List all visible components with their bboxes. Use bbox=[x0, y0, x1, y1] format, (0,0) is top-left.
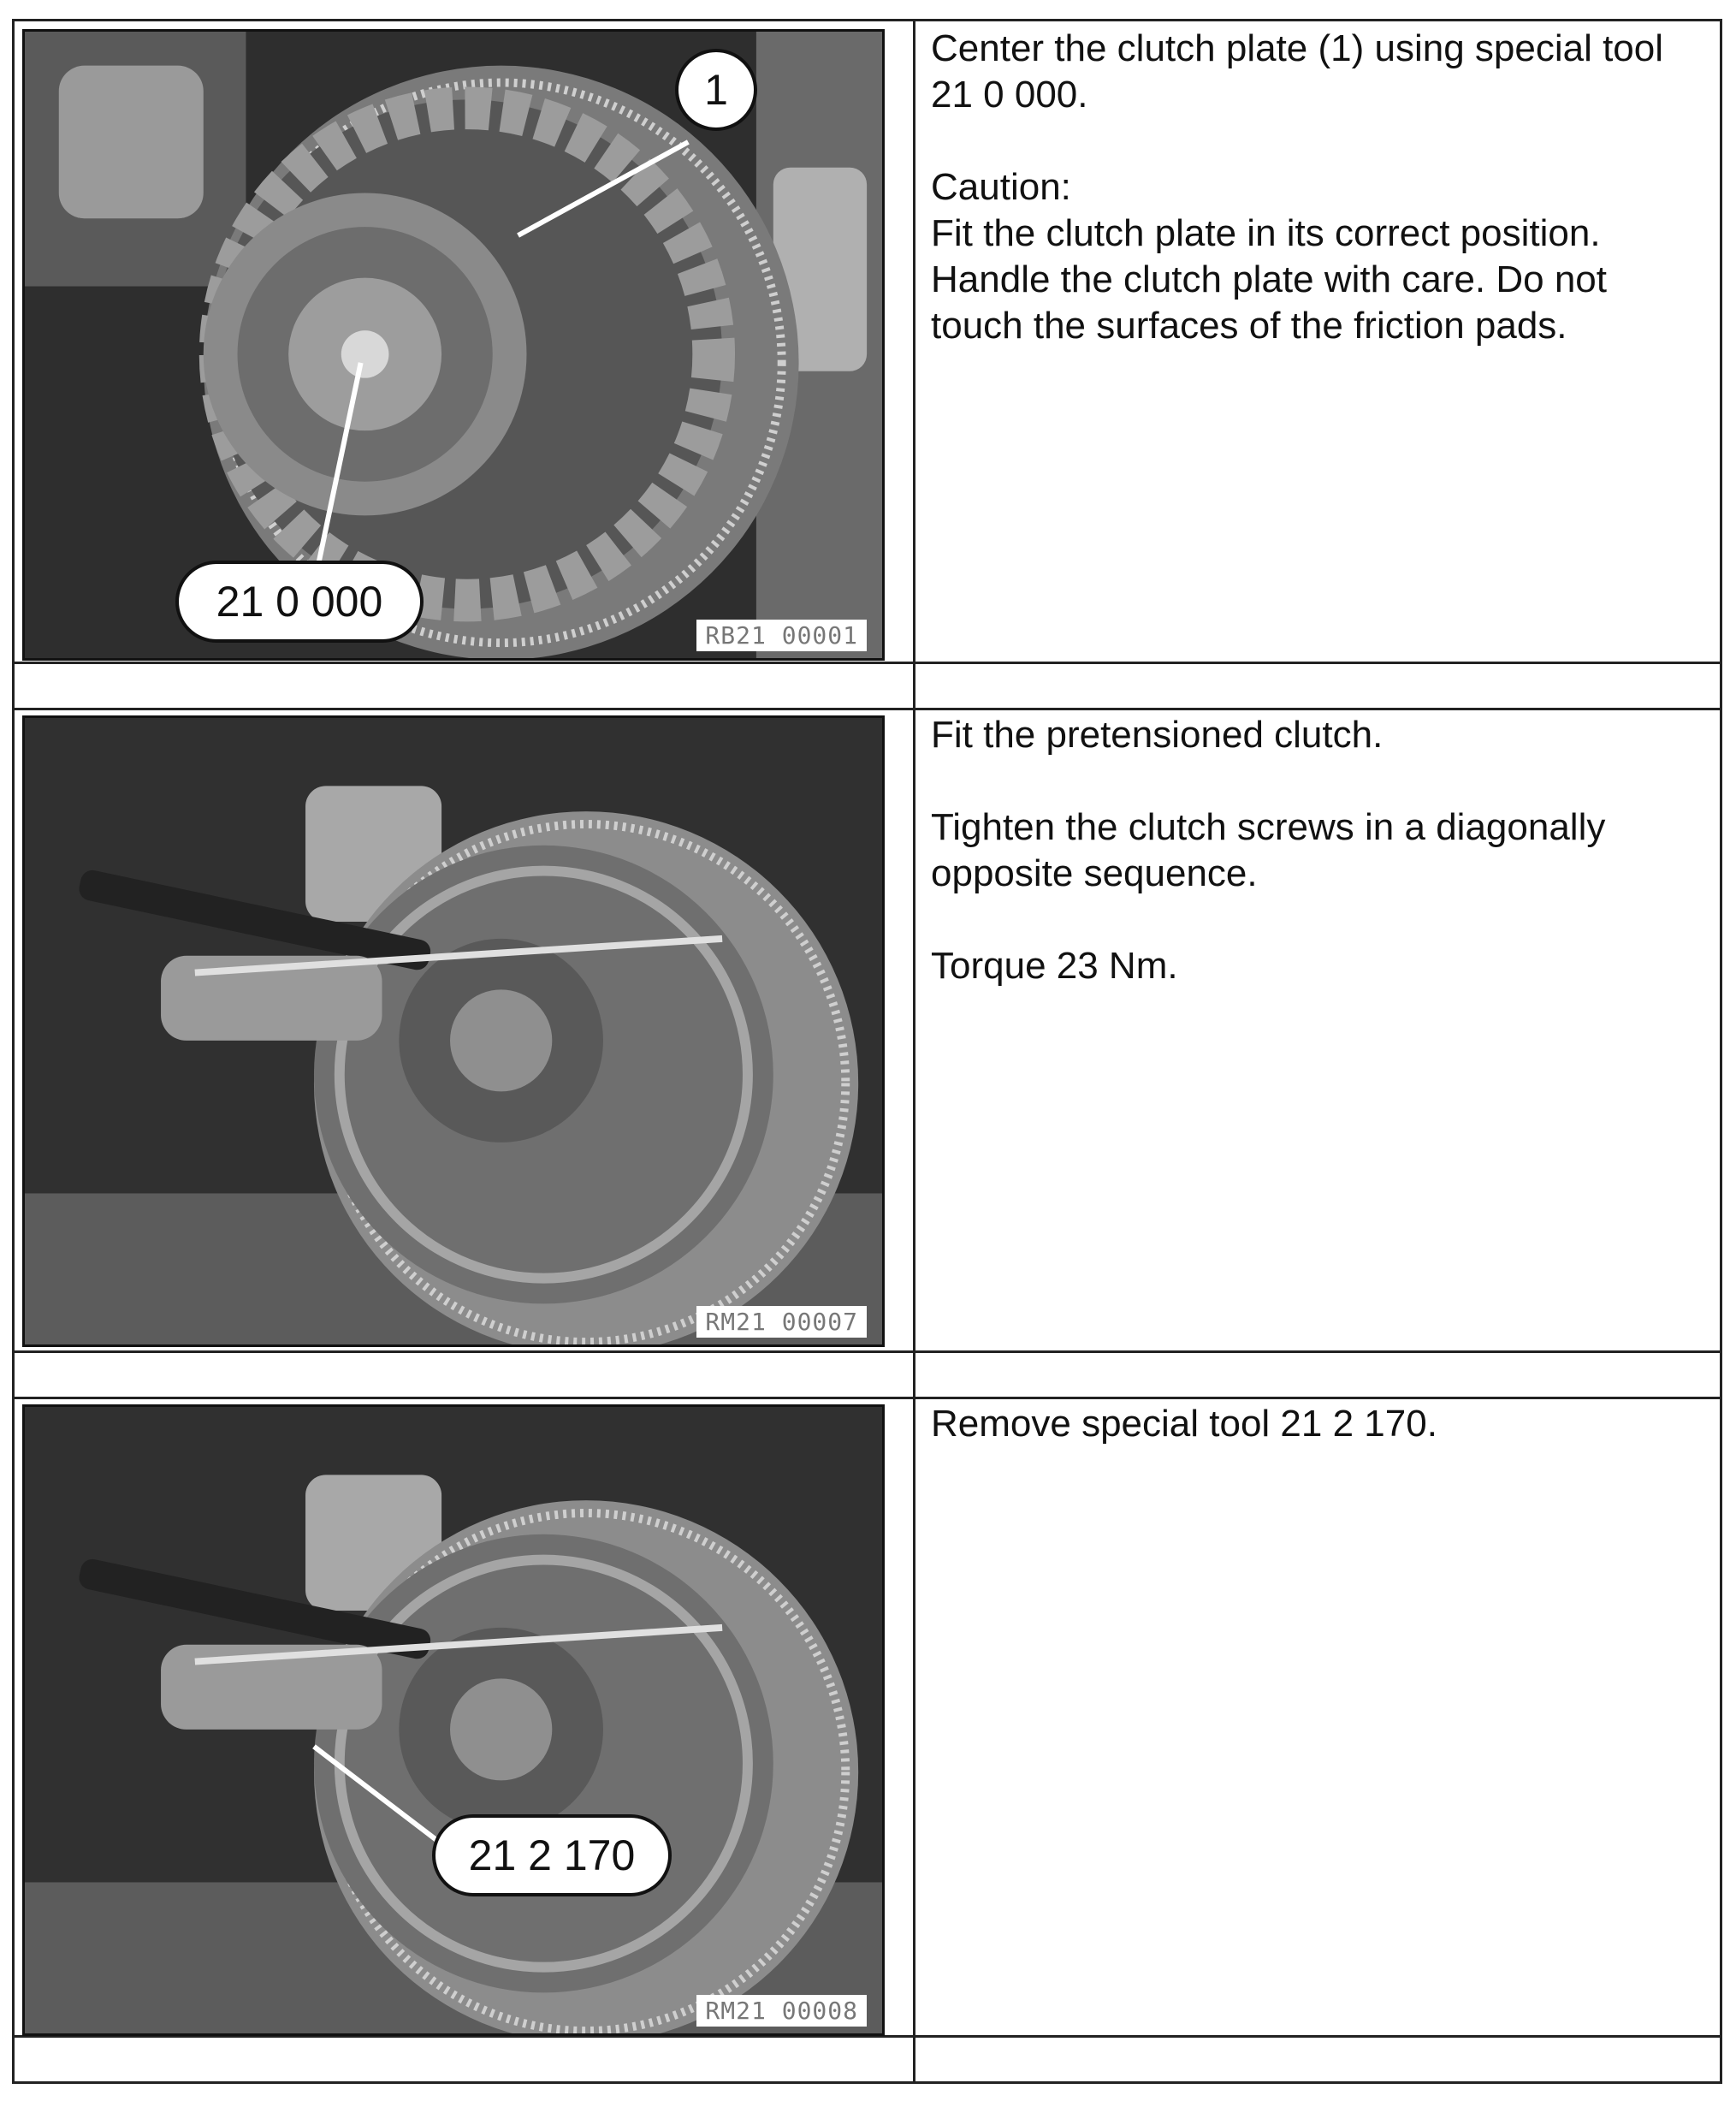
step-paragraph: Fit the pretensioned clutch. bbox=[931, 714, 1383, 756]
pretensioned-clutch-illustration bbox=[25, 718, 882, 1344]
clutch-plate-illustration bbox=[25, 32, 882, 658]
step-paragraph: Tighten the clutch screws in a diagonally opposite sequence. bbox=[931, 806, 1606, 894]
image-code: RB21 00001 bbox=[696, 620, 867, 651]
step1-text bbox=[931, 26, 1701, 395]
tool-callout: 21 2 170 bbox=[432, 1814, 672, 1896]
row-divider bbox=[15, 1397, 1720, 1399]
step3-photo bbox=[22, 1404, 885, 2036]
tool-callout: 21 0 000 bbox=[175, 561, 424, 643]
part-callout: 1 bbox=[675, 49, 757, 131]
torque-paragraph: Torque 23 Nm. bbox=[931, 945, 1178, 987]
column-divider bbox=[913, 21, 915, 2081]
image-code: RM21 00008 bbox=[696, 1995, 867, 2027]
row-divider bbox=[15, 1350, 1720, 1353]
row-divider bbox=[15, 662, 1720, 664]
tool-removal-illustration bbox=[25, 1407, 882, 2033]
step2-text bbox=[931, 712, 1701, 1036]
row-divider bbox=[15, 708, 1720, 710]
caution-paragraph: Caution: Fit the clutch plate in its correct position. Handle the clutch plate with care. Do not touch the surfaces of the friction pads. bbox=[931, 166, 1608, 347]
step-paragraph: Center the clutch plate (1) using special tool 21 0 000. bbox=[931, 27, 1664, 116]
step1-photo bbox=[22, 29, 885, 661]
image-code: RM21 00007 bbox=[696, 1306, 867, 1338]
step-paragraph: Remove special tool 21 2 170. bbox=[931, 1403, 1437, 1445]
step3-text bbox=[931, 1401, 1701, 1493]
step2-photo bbox=[22, 715, 885, 1347]
